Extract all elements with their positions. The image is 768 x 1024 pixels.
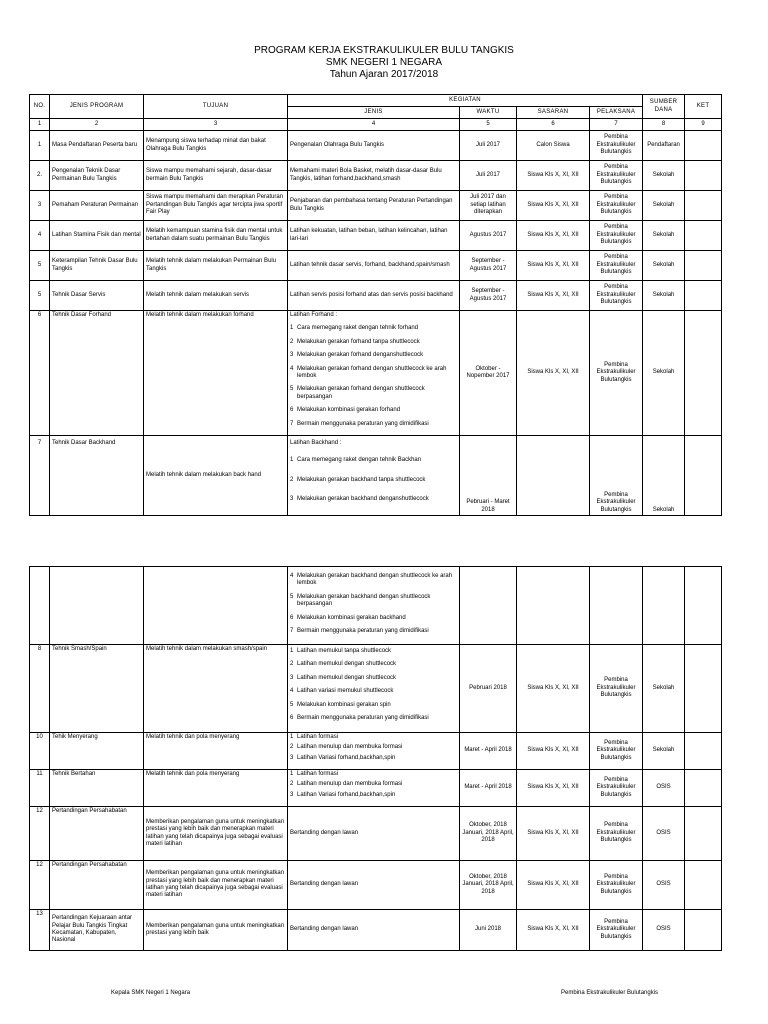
row-jenis xyxy=(288,311,460,436)
row-pelaksana: Pembina Ekstrakulikuler Bulutangkis xyxy=(590,807,643,861)
table-row xyxy=(30,910,722,951)
col-pelaksana: PELAKSANA xyxy=(590,107,643,119)
item-text: Latihan formasi xyxy=(297,771,339,777)
signature-coach: Pembina Ekstrakulikuler Bulutangkis xyxy=(561,990,659,996)
row-no: 13 xyxy=(30,910,50,951)
row-tujuan: Melatih tehnik dan pola menyerang xyxy=(144,770,288,807)
item-text: Bermain menggunaka peraturan yang dimidifikasi xyxy=(297,715,429,722)
row-jenis: Pengenalan Olahraga Bulu Tangkis xyxy=(288,131,460,161)
row-tujuan: Siswa mampu memahami sejarah, dasar-dasar bermain Bulu Tangkis xyxy=(144,161,288,191)
item-text: Latihan Variasi forhand,backhan,spin xyxy=(297,754,396,761)
item-number: 2 xyxy=(290,744,294,751)
col-index: 3 xyxy=(144,119,288,131)
item-number: 1 xyxy=(290,648,294,654)
row-ket xyxy=(685,221,722,251)
school-name: SMK NEGERI 1 NEGARA xyxy=(325,57,443,68)
row-sasaran: Siswa Kls X, XI, XII xyxy=(517,281,590,311)
item-text: Melakukan gerakan backhand tanpa shuttlecock xyxy=(297,476,426,483)
row-program: Pertandingan Kejuaraan antar Pelajar Bulu Tangkis Tingkat Kecamatan, Kabupaten, Nasional xyxy=(50,910,144,951)
table-row xyxy=(30,311,722,436)
item-number: 4 xyxy=(290,365,294,372)
row-waktu: Oktober, 2018 Januari, 2018 April, 2018 xyxy=(460,861,517,910)
row-dana: OSIS xyxy=(643,861,685,910)
col-index: 7 xyxy=(590,119,643,131)
item-number: 1 xyxy=(290,457,294,464)
table-row xyxy=(30,436,722,516)
item-number: 4 xyxy=(290,688,294,695)
row-tujuan: Memberikan pengalaman guna untuk meningkatkan prestasi yang lebih baik dan menerapkan materi latihan yang telah dicapainya juga sebagai evaluasi materi latihan xyxy=(144,861,288,910)
item-text: Melakukan gerakan forhand denganshuttlecock xyxy=(297,352,424,359)
row-no: 12 xyxy=(30,807,50,861)
row-pelaksana: Pembina Ekstrakulikuler Bulutangkis xyxy=(590,910,643,951)
col-sumber-dana: SUMBER DANA xyxy=(643,95,685,119)
row-waktu xyxy=(460,567,517,645)
table-row xyxy=(30,161,722,191)
list-item xyxy=(290,615,457,622)
signature-headmaster: Kepala SMK Negeri 1 Negara xyxy=(111,990,191,996)
item-text: Melakukan kombinasi gerakan forhand xyxy=(297,407,401,414)
col-sasaran: SASARAN xyxy=(517,107,590,119)
item-text: Melakukan gerakan backhand dengan shuttlecock ke arah lembok xyxy=(297,573,453,587)
row-pelaksana: Pembina Ekstrakulikuler Bulutangkis xyxy=(590,281,643,311)
row-jenis xyxy=(288,770,460,807)
row-ket xyxy=(685,807,722,861)
col-index: 9 xyxy=(685,119,722,131)
col-index: 6 xyxy=(517,119,590,131)
row-tujuan: Melatih tehnik dalam melakukan back hand xyxy=(144,436,288,516)
row-dana: Sekolah xyxy=(643,645,685,733)
table-row xyxy=(30,281,722,311)
row-sasaran: Calon Siswa xyxy=(517,131,590,161)
col-kegiatan: KEGIATAN xyxy=(288,95,643,107)
list-item xyxy=(290,457,457,464)
row-dana: Sekolah xyxy=(643,311,685,436)
row-waktu: Pebruari 2018 xyxy=(460,645,517,733)
row-no xyxy=(30,567,50,645)
row-sasaran: Siswa Kls X, XI, XII xyxy=(517,645,590,733)
row-sasaran: Siswa Kls X, XI, XII xyxy=(517,161,590,191)
row-program: Tehnik Bertahan xyxy=(50,770,144,807)
row-waktu: Agustus 2017 xyxy=(460,221,517,251)
item-number: 1 xyxy=(290,771,294,777)
row-dana: Sekolah xyxy=(643,221,685,251)
list-item xyxy=(290,594,457,609)
row-jenis xyxy=(288,436,460,516)
row-ket xyxy=(685,861,722,910)
row-dana: Sekolah xyxy=(643,191,685,221)
row-ket xyxy=(685,161,722,191)
row-program: Pemaham Peraturan Permainan xyxy=(50,191,144,221)
row-jenis: Penjabaran dan pembahasa tentang Peraturan Pertandingan Bulu Tangkis xyxy=(288,191,460,221)
col-index: 8 xyxy=(643,119,685,131)
row-dana: Sekolah xyxy=(643,436,685,516)
row-waktu: Maret - April 2018 xyxy=(460,733,517,770)
row-ket xyxy=(685,645,722,733)
col-waktu: WAKTU xyxy=(460,107,517,119)
row-pelaksana: Pembina Ekstrakulikuler Bulutangkis xyxy=(590,770,643,807)
row-program: Tehnik Dasar Servis xyxy=(50,281,144,311)
table-row xyxy=(30,861,722,910)
row-tujuan: Melatih tehnik dalam melakukan servis xyxy=(144,281,288,311)
row-tujuan: Memberikan pengalaman guna untuk meningkatkan prestasi yang lebih baik dan menerapkan materi latihan yang telah dicapainya juga sebagai evaluasi materi latihan xyxy=(144,807,288,861)
row-sasaran: Siswa Kls X, XI, XII xyxy=(517,861,590,910)
list-item xyxy=(290,688,457,695)
list-item xyxy=(290,325,457,332)
row-sasaran: Siswa Kls X, XI, XII xyxy=(517,910,590,951)
item-number: 6 xyxy=(290,715,294,722)
table-row xyxy=(30,251,722,281)
list-item xyxy=(290,661,457,668)
row-program: Masa Pendaftaran Peserta baru xyxy=(50,131,144,161)
row-no: 7 xyxy=(30,436,50,516)
row-jenis: Bertanding dengan lawan xyxy=(288,861,460,910)
item-text: Latihan memukul dengan shuttlecock xyxy=(297,674,397,681)
row-program: Keterampilan Tehnik Dasar Bulu Tangkis xyxy=(50,251,144,281)
item-text: Melakukan gerakan backhand dengan shuttlecock berpasangan xyxy=(297,593,431,608)
row-waktu: Juli 2017 xyxy=(460,131,517,161)
row-jenis xyxy=(288,567,460,645)
list-item xyxy=(290,421,457,428)
list-item xyxy=(290,715,457,722)
table-row xyxy=(30,567,722,645)
list-item xyxy=(290,366,457,381)
table-row xyxy=(30,131,722,161)
row-tujuan: Siswa mampu memahami dan merapkan Peraturan Pertandingan Bulu Tangkis agar tercipta jiwa sportif Fair Play xyxy=(144,191,288,221)
row-no: 10 xyxy=(30,733,50,770)
row-no: 8 xyxy=(30,645,50,733)
list-item xyxy=(290,648,457,655)
list-item xyxy=(290,675,457,682)
row-ket xyxy=(685,910,722,951)
row-sasaran: Siswa Kls X, XI, XII xyxy=(517,251,590,281)
row-tujuan: Melatih kemampuan stamina fisik dan mental untuk bertahan dalam suatu permainan Bulu Tangkis xyxy=(144,221,288,251)
row-tujuan: Memberikan pengalaman guna untuk meningkatkan prestasi yang lebih baik xyxy=(144,910,288,951)
col-no: NO. xyxy=(30,95,50,119)
row-sasaran: Siswa Kls X, XI, XII xyxy=(517,733,590,770)
row-dana: Sekolah xyxy=(643,281,685,311)
document-title: PROGRAM KERJA EKSTRAKULIKULER BULU TANGKIS xyxy=(254,45,514,56)
item-number: 5 xyxy=(290,593,294,600)
row-no: 3 xyxy=(30,191,50,221)
row-program: Tehnik Dasar Forhand xyxy=(50,311,144,436)
row-waktu: Oktober, 2018 Januari, 2018 April, 2018 xyxy=(460,807,517,861)
row-dana: Pendaftaran xyxy=(643,131,685,161)
list-item xyxy=(290,781,457,788)
row-waktu: Oktober - Nopember 2017 xyxy=(460,311,517,436)
row-pelaksana: Pembina Ekstrakulikuler Bulutangkis xyxy=(590,221,643,251)
row-no: 2. xyxy=(30,161,50,191)
col-ket: KET xyxy=(685,95,722,119)
item-text: Cara memegang raket dengan tehnik Backhan xyxy=(297,457,422,464)
row-ket xyxy=(685,281,722,311)
row-tujuan: Melatih tehnik dalam melakukan Permainan Bulu Tangkis xyxy=(144,251,288,281)
item-number: 6 xyxy=(290,407,294,414)
row-pelaksana xyxy=(590,567,643,645)
row-jenis: Memahami materi Bola Basket, melatih dasar-dasar Bulu Tangkis, latihan forhand,backhand,smash xyxy=(288,161,460,191)
row-program: Pertandingan Persahabatan xyxy=(50,807,144,861)
list-item xyxy=(290,744,457,751)
list-item xyxy=(290,755,457,762)
row-pelaksana: Pembina Ekstrakulikuler Bulutangkis xyxy=(590,645,643,733)
item-number: 3 xyxy=(290,496,294,503)
item-number: 4 xyxy=(290,573,294,579)
item-text: Latihan menulup dan membuka formasi xyxy=(297,744,403,751)
col-jenis: JENIS xyxy=(288,107,460,119)
row-waktu: Juli 2017 dan setiap latihan diterapkan xyxy=(460,191,517,221)
row-no: 5 xyxy=(30,251,50,281)
list-item xyxy=(290,734,457,741)
row-ket xyxy=(685,436,722,516)
row-jenis: Latihan tehnik dasar servis, forhand, backhand,spain/smash xyxy=(288,251,460,281)
row-pelaksana: Pembina Ekstrakulikuler Bulutangkis xyxy=(590,436,643,516)
row-pelaksana: Pembina Ekstrakulikuler Bulutangkis xyxy=(590,861,643,910)
row-waktu: Juni 2018 xyxy=(460,910,517,951)
row-program: Pengenalan Teknik Dasar Permainan Bulu Tangkis xyxy=(50,161,144,191)
row-no: 12 xyxy=(30,861,50,910)
item-text: Melakukan gerakan forhand tanpa shuttlecock xyxy=(297,338,420,345)
row-pelaksana: Pembina Ekstrakulikuler Bulutangkis xyxy=(590,161,643,191)
table-row xyxy=(30,770,722,807)
col-index: 4 xyxy=(288,119,460,131)
row-program: Tehnik Dasar Backhand xyxy=(50,436,144,516)
row-waktu: September - Agustus 2017 xyxy=(460,251,517,281)
col-index: 1 xyxy=(30,119,50,131)
row-tujuan xyxy=(144,567,288,645)
row-dana xyxy=(643,567,685,645)
item-number: 2 xyxy=(290,781,294,788)
item-number: 3 xyxy=(290,352,294,359)
row-ket xyxy=(685,251,722,281)
item-number: 2 xyxy=(290,661,294,668)
row-tujuan: Melatih tehnik dan pola menyerang xyxy=(144,733,288,770)
item-number: 5 xyxy=(290,386,294,393)
jenis-heading: Latihan Backhand : xyxy=(290,440,342,447)
row-sasaran: Siswa Kls X, XI, XII xyxy=(517,191,590,221)
academic-year: Tahun Ajaran 2017/2018 xyxy=(329,69,439,80)
col-index: 2 xyxy=(50,119,144,131)
list-item xyxy=(290,496,457,503)
table-row xyxy=(30,645,722,733)
row-pelaksana: Pembina Ekstrakulikuler Bulutangkis xyxy=(590,191,643,221)
col-jenis-program: JENIS PROGRAM xyxy=(50,95,144,119)
table-row xyxy=(30,733,722,770)
row-no: 5 xyxy=(30,281,50,311)
row-no: 11 xyxy=(30,770,50,807)
row-pelaksana: Pembina Ekstrakulikuler Bulutangkis xyxy=(590,251,643,281)
row-waktu: Maret - April 2018 xyxy=(460,770,517,807)
row-jenis: Bertanding dengan lawan xyxy=(288,910,460,951)
item-text: Melakukan gerakan forhand dengan shuttlecock berpasangan xyxy=(297,386,425,400)
item-text: Latihan variasi memukul shuttlecock xyxy=(297,688,394,695)
row-ket xyxy=(685,131,722,161)
item-number: 6 xyxy=(290,614,294,621)
row-tujuan: Melatih tehnik dalam melakukan smash/spain xyxy=(144,645,288,733)
row-pelaksana: Pembina Ekstrakulikuler Bulutangkis xyxy=(590,131,643,161)
item-text: Melakukan gerakan backhand denganshuttlecock xyxy=(297,496,429,503)
list-item xyxy=(290,771,457,778)
item-number: 2 xyxy=(290,476,294,483)
item-number: 5 xyxy=(290,701,294,708)
list-item xyxy=(290,792,457,799)
item-number: 3 xyxy=(290,791,294,798)
row-ket xyxy=(685,567,722,645)
row-jenis: Latihan kekuatan, latihan beban, latihan kelincahan, latihan lari-lari xyxy=(288,221,460,251)
program-table-page1 xyxy=(29,94,722,516)
row-sasaran xyxy=(517,567,590,645)
item-number: 3 xyxy=(290,754,294,761)
list-item xyxy=(290,407,457,414)
row-pelaksana: Pembina Ekstrakulikuler Bulutangkis xyxy=(590,733,643,770)
row-dana: OSIS xyxy=(643,910,685,951)
program-table-page2 xyxy=(29,566,722,951)
row-ket xyxy=(685,770,722,807)
row-ket xyxy=(685,733,722,770)
row-no: 1 xyxy=(30,131,50,161)
item-text: Melakukan gerakan forhand dengan shuttlecock ke arah lembok xyxy=(297,365,447,380)
row-jenis: Latihan servis posisi forhand atas dan servis posisi backhand xyxy=(288,281,460,311)
row-dana: OSIS xyxy=(643,770,685,807)
row-jenis xyxy=(288,645,460,733)
row-program: Pertandingan Persahabatan xyxy=(50,861,144,910)
row-tujuan: Melatih tehnik dalam melakukan forhand xyxy=(144,311,288,436)
item-number: 1 xyxy=(290,734,294,740)
row-dana: Sekolah xyxy=(643,251,685,281)
row-program xyxy=(50,567,144,645)
row-tujuan: Menampung siswa terhadap minat dan bakat Olahraga Bulu Tangkis xyxy=(144,131,288,161)
row-sasaran: Siswa Kls X, XI, XII xyxy=(517,311,590,436)
row-waktu: September - Agustus 2017 xyxy=(460,281,517,311)
item-text: Latihan memukul dengan shuttlecock xyxy=(297,661,397,668)
list-item xyxy=(290,628,457,635)
table-row xyxy=(30,191,722,221)
item-text: Latihan Variasi forhand,backhan,spin xyxy=(297,791,396,798)
item-text: Bermain menggunaka peraturan yang dimidifikasi xyxy=(297,420,429,427)
item-number: 7 xyxy=(290,420,294,427)
item-text: Melakukan kombinasi gerakan spin xyxy=(297,701,391,708)
item-text: Cara memegang raket dengan tehnik forhand xyxy=(297,325,419,332)
row-sasaran xyxy=(517,436,590,516)
item-text: Latihan menulup dan membuka formasi xyxy=(297,781,403,788)
row-jenis xyxy=(288,733,460,770)
list-item xyxy=(290,339,457,346)
list-item xyxy=(290,702,457,709)
list-item xyxy=(290,573,457,588)
table-row xyxy=(30,807,722,861)
list-item xyxy=(290,477,457,484)
jenis-heading: Latihan Forhand : xyxy=(290,312,338,318)
row-sasaran: Siswa Kls X, XI, XII xyxy=(517,221,590,251)
row-program: Latihan Stamina Fisik dan mental xyxy=(50,221,144,251)
item-number: 2 xyxy=(290,338,294,345)
row-no: 4 xyxy=(30,221,50,251)
row-dana: OSIS xyxy=(643,807,685,861)
row-ket xyxy=(685,311,722,436)
row-pelaksana: Pembina Ekstrakulikuler Bulutangkis xyxy=(590,311,643,436)
row-ket xyxy=(685,191,722,221)
row-sasaran: Siswa Kls X, XI, XII xyxy=(517,770,590,807)
item-number: 3 xyxy=(290,674,294,681)
item-text: Melakukan kombinasi gerakan backhand xyxy=(297,614,406,621)
list-item xyxy=(290,352,457,359)
row-program: Tehnik Smash/Spain xyxy=(50,645,144,733)
col-tujuan: TUJUAN xyxy=(144,95,288,119)
row-sasaran: Siswa Kls X, XI, XII xyxy=(517,807,590,861)
row-dana: Sekolah xyxy=(643,733,685,770)
item-text: Bermain menggunaka peraturan yang dimidifikasi xyxy=(297,628,429,635)
row-dana: Sekolah xyxy=(643,161,685,191)
row-program: Tehik Menyerang xyxy=(50,733,144,770)
item-number: 7 xyxy=(290,628,294,635)
item-number: 1 xyxy=(290,325,294,332)
row-waktu: Pebruari - Maret 2018 xyxy=(460,436,517,516)
row-waktu: Juli 2017 xyxy=(460,161,517,191)
row-no: 6 xyxy=(30,311,50,436)
item-text: Latihan formasi xyxy=(297,734,339,740)
col-index: 5 xyxy=(460,119,517,131)
item-text: Latihan memukul tanpa shuttlecock xyxy=(297,648,392,654)
row-jenis: Bertanding dengan lawan xyxy=(288,807,460,861)
table-row xyxy=(30,221,722,251)
list-item xyxy=(290,386,457,401)
